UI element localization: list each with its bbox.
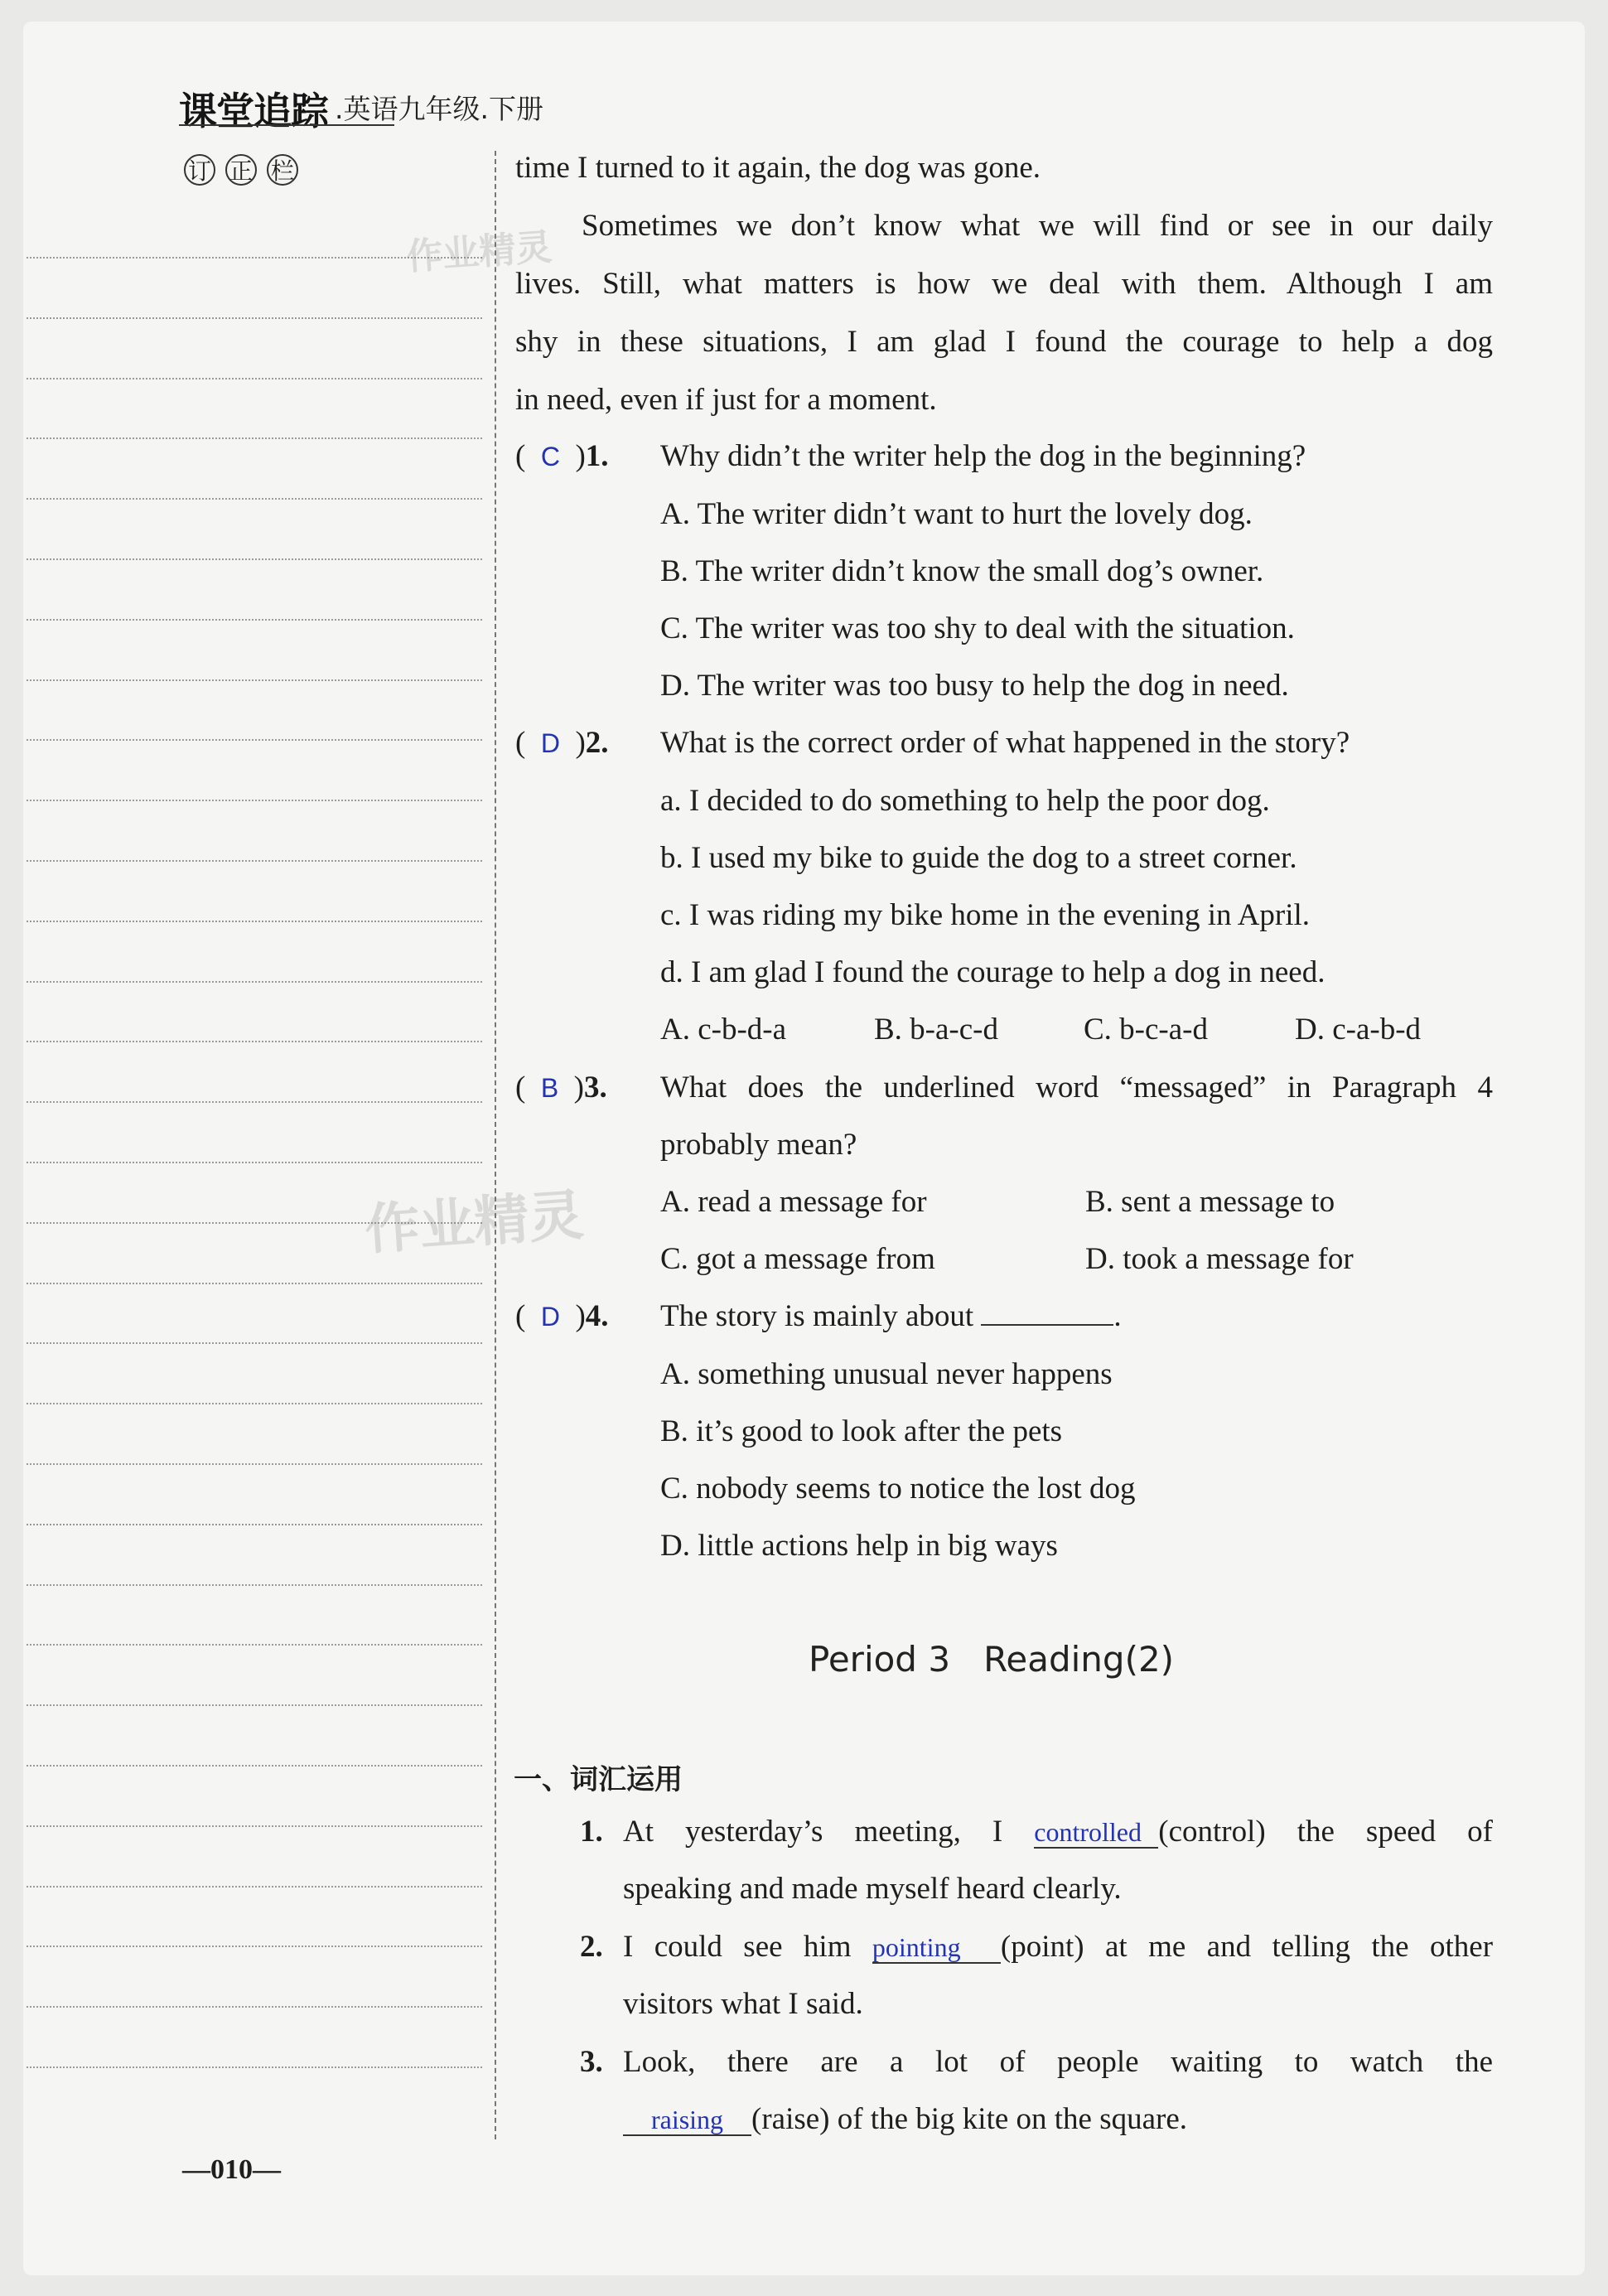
question-3-option: C. got a message from <box>660 1242 935 1276</box>
question-2-event: c. I was riding my bike home in the evening in April. <box>660 898 1311 932</box>
ruled-line <box>27 1704 482 1706</box>
correction-label-char: 栏 <box>267 154 298 186</box>
ruled-line <box>27 1825 482 1827</box>
section-title: 一、词汇运用 <box>514 1763 683 1796</box>
question-4-stem: The story is mainly about . <box>660 1299 1122 1333</box>
vocab-item-1: At yesterday’s meeting, I controlled (control) the speed of <box>623 1815 1493 1849</box>
question-4-option: C. nobody seems to notice the lost dog <box>660 1472 1136 1506</box>
book-subtitle: .英语九年级.下册 <box>335 93 543 125</box>
question-3-option: A. read a message for <box>660 1185 927 1219</box>
ruled-line <box>27 1101 482 1103</box>
question-4-option: B. it’s good to look after the pets <box>660 1414 1063 1448</box>
answer-mark: B <box>540 1073 559 1103</box>
ruled-line <box>27 378 482 379</box>
vocab-answer: raising <box>623 2105 751 2136</box>
question-3-option: D. took a message for <box>1085 1242 1354 1276</box>
ruled-line <box>27 437 482 439</box>
book-series-logo: 课堂追踪 <box>179 89 328 133</box>
ruled-line <box>27 1403 482 1404</box>
correction-label-char: 订 <box>184 154 215 186</box>
question-3-option: B. sent a message to <box>1085 1185 1335 1219</box>
ruled-line <box>27 2006 482 2008</box>
header-rule <box>179 124 394 126</box>
ruled-line <box>27 1524 482 1525</box>
question-1-option: B. The writer didn’t know the small dog’s owner. <box>660 554 1264 588</box>
vocab-item-2-cont: visitors what I said. <box>623 1987 863 2021</box>
ruled-line <box>27 1765 482 1767</box>
passage-line: Sometimes we don’t know what we will find or see in our daily <box>582 209 1493 243</box>
question-2-option: C. b-c-a-d <box>1084 1013 1208 1046</box>
ruled-line <box>27 1342 482 1344</box>
question-2-option: B. b-a-c-d <box>874 1013 998 1046</box>
question-4-option: D. little actions help in big ways <box>660 1529 1058 1563</box>
ruled-line <box>27 1463 482 1465</box>
fill-blank[interactable] <box>981 1299 1113 1326</box>
watermark: 作业精灵 <box>363 1182 586 1263</box>
question-3-answer-bracket: ( B )3. <box>515 1071 607 1104</box>
ruled-line <box>27 800 482 801</box>
ruled-line <box>27 1886 482 1888</box>
correction-label-char: 正 <box>225 154 257 186</box>
question-3-stem-cont: probably mean? <box>660 1128 857 1162</box>
ruled-line <box>27 317 482 319</box>
question-2-answer-bracket: ( D )2. <box>515 726 609 760</box>
ruled-line <box>27 1162 482 1163</box>
ruled-line <box>27 1946 482 1947</box>
ruled-line <box>27 1584 482 1586</box>
passage-line: time I turned to it again, the dog was gone. <box>515 151 1041 185</box>
ruled-line <box>27 981 482 983</box>
question-1-stem: Why didn’t the writer help the dog in the beginning? <box>660 439 1306 473</box>
question-4-option: A. something unusual never happens <box>660 1357 1113 1391</box>
question-2-event: d. I am glad I found the courage to help a dog in need. <box>660 955 1326 989</box>
ruled-line <box>27 498 482 500</box>
passage-line: shy in these situations, I am glad I found the courage to help a dog <box>515 325 1493 359</box>
question-1-option: A. The writer didn’t want to hurt the lovely dog. <box>660 497 1253 531</box>
question-2-event: a. I decided to do something to help the poor dog. <box>660 784 1270 818</box>
question-2-event: b. I used my bike to guide the dog to a street corner. <box>660 841 1297 875</box>
question-1-option: C. The writer was too shy to deal with the situation. <box>660 611 1295 645</box>
vocab-number: 1. <box>580 1815 603 1849</box>
vocab-number: 3. <box>580 2045 603 2079</box>
ruled-line <box>27 619 482 621</box>
question-2-option: A. c-b-d-a <box>660 1013 787 1046</box>
answer-mark: C <box>540 442 560 471</box>
passage-line: lives. Still, what matters is how we deal with them. Although I am <box>515 267 1493 301</box>
question-1-option: D. The writer was too busy to help the dog in need. <box>660 669 1289 703</box>
ruled-line <box>27 679 482 681</box>
ruled-line <box>27 1644 482 1646</box>
vocab-answer: controlled <box>1034 1817 1158 1849</box>
page-number: —010— <box>182 2154 281 2185</box>
vocab-item-2: I could see him pointing (point) at me and telling the other <box>623 1930 1494 1964</box>
watermark: 作业精灵 <box>404 225 553 279</box>
question-1-answer-bracket: ( C )1. <box>515 439 609 473</box>
ruled-line <box>27 739 482 741</box>
column-divider <box>495 151 496 2139</box>
vocab-item-3: Look, there are a lot of people waiting to watch the <box>623 2045 1493 2079</box>
passage-line: in need, even if just for a moment. <box>515 383 937 417</box>
question-2-option: D. c-a-b-d <box>1295 1013 1422 1046</box>
question-3-stem: What does the underlined word “messaged” in Paragraph 4 <box>660 1071 1493 1104</box>
vocab-item-1-cont: speaking and made myself heard clearly. <box>623 1872 1122 1906</box>
ruled-line <box>27 558 482 560</box>
ruled-line <box>27 860 482 862</box>
answer-mark: D <box>540 728 560 758</box>
period-title: Period 3 Reading(2) <box>809 1639 1175 1680</box>
vocab-answer: pointing <box>872 1932 1001 1964</box>
vocab-item-3-cont: raising (raise) of the big kite on the square. <box>623 2100 1187 2139</box>
ruled-line <box>27 921 482 922</box>
vocab-number: 2. <box>580 1930 603 1964</box>
question-2-stem: What is the correct order of what happened in the story? <box>660 726 1350 760</box>
ruled-line <box>27 1041 482 1042</box>
ruled-line <box>27 1283 482 1284</box>
answer-mark: D <box>540 1302 560 1332</box>
question-4-answer-bracket: ( D )4. <box>515 1299 609 1333</box>
ruled-line <box>27 2066 482 2068</box>
